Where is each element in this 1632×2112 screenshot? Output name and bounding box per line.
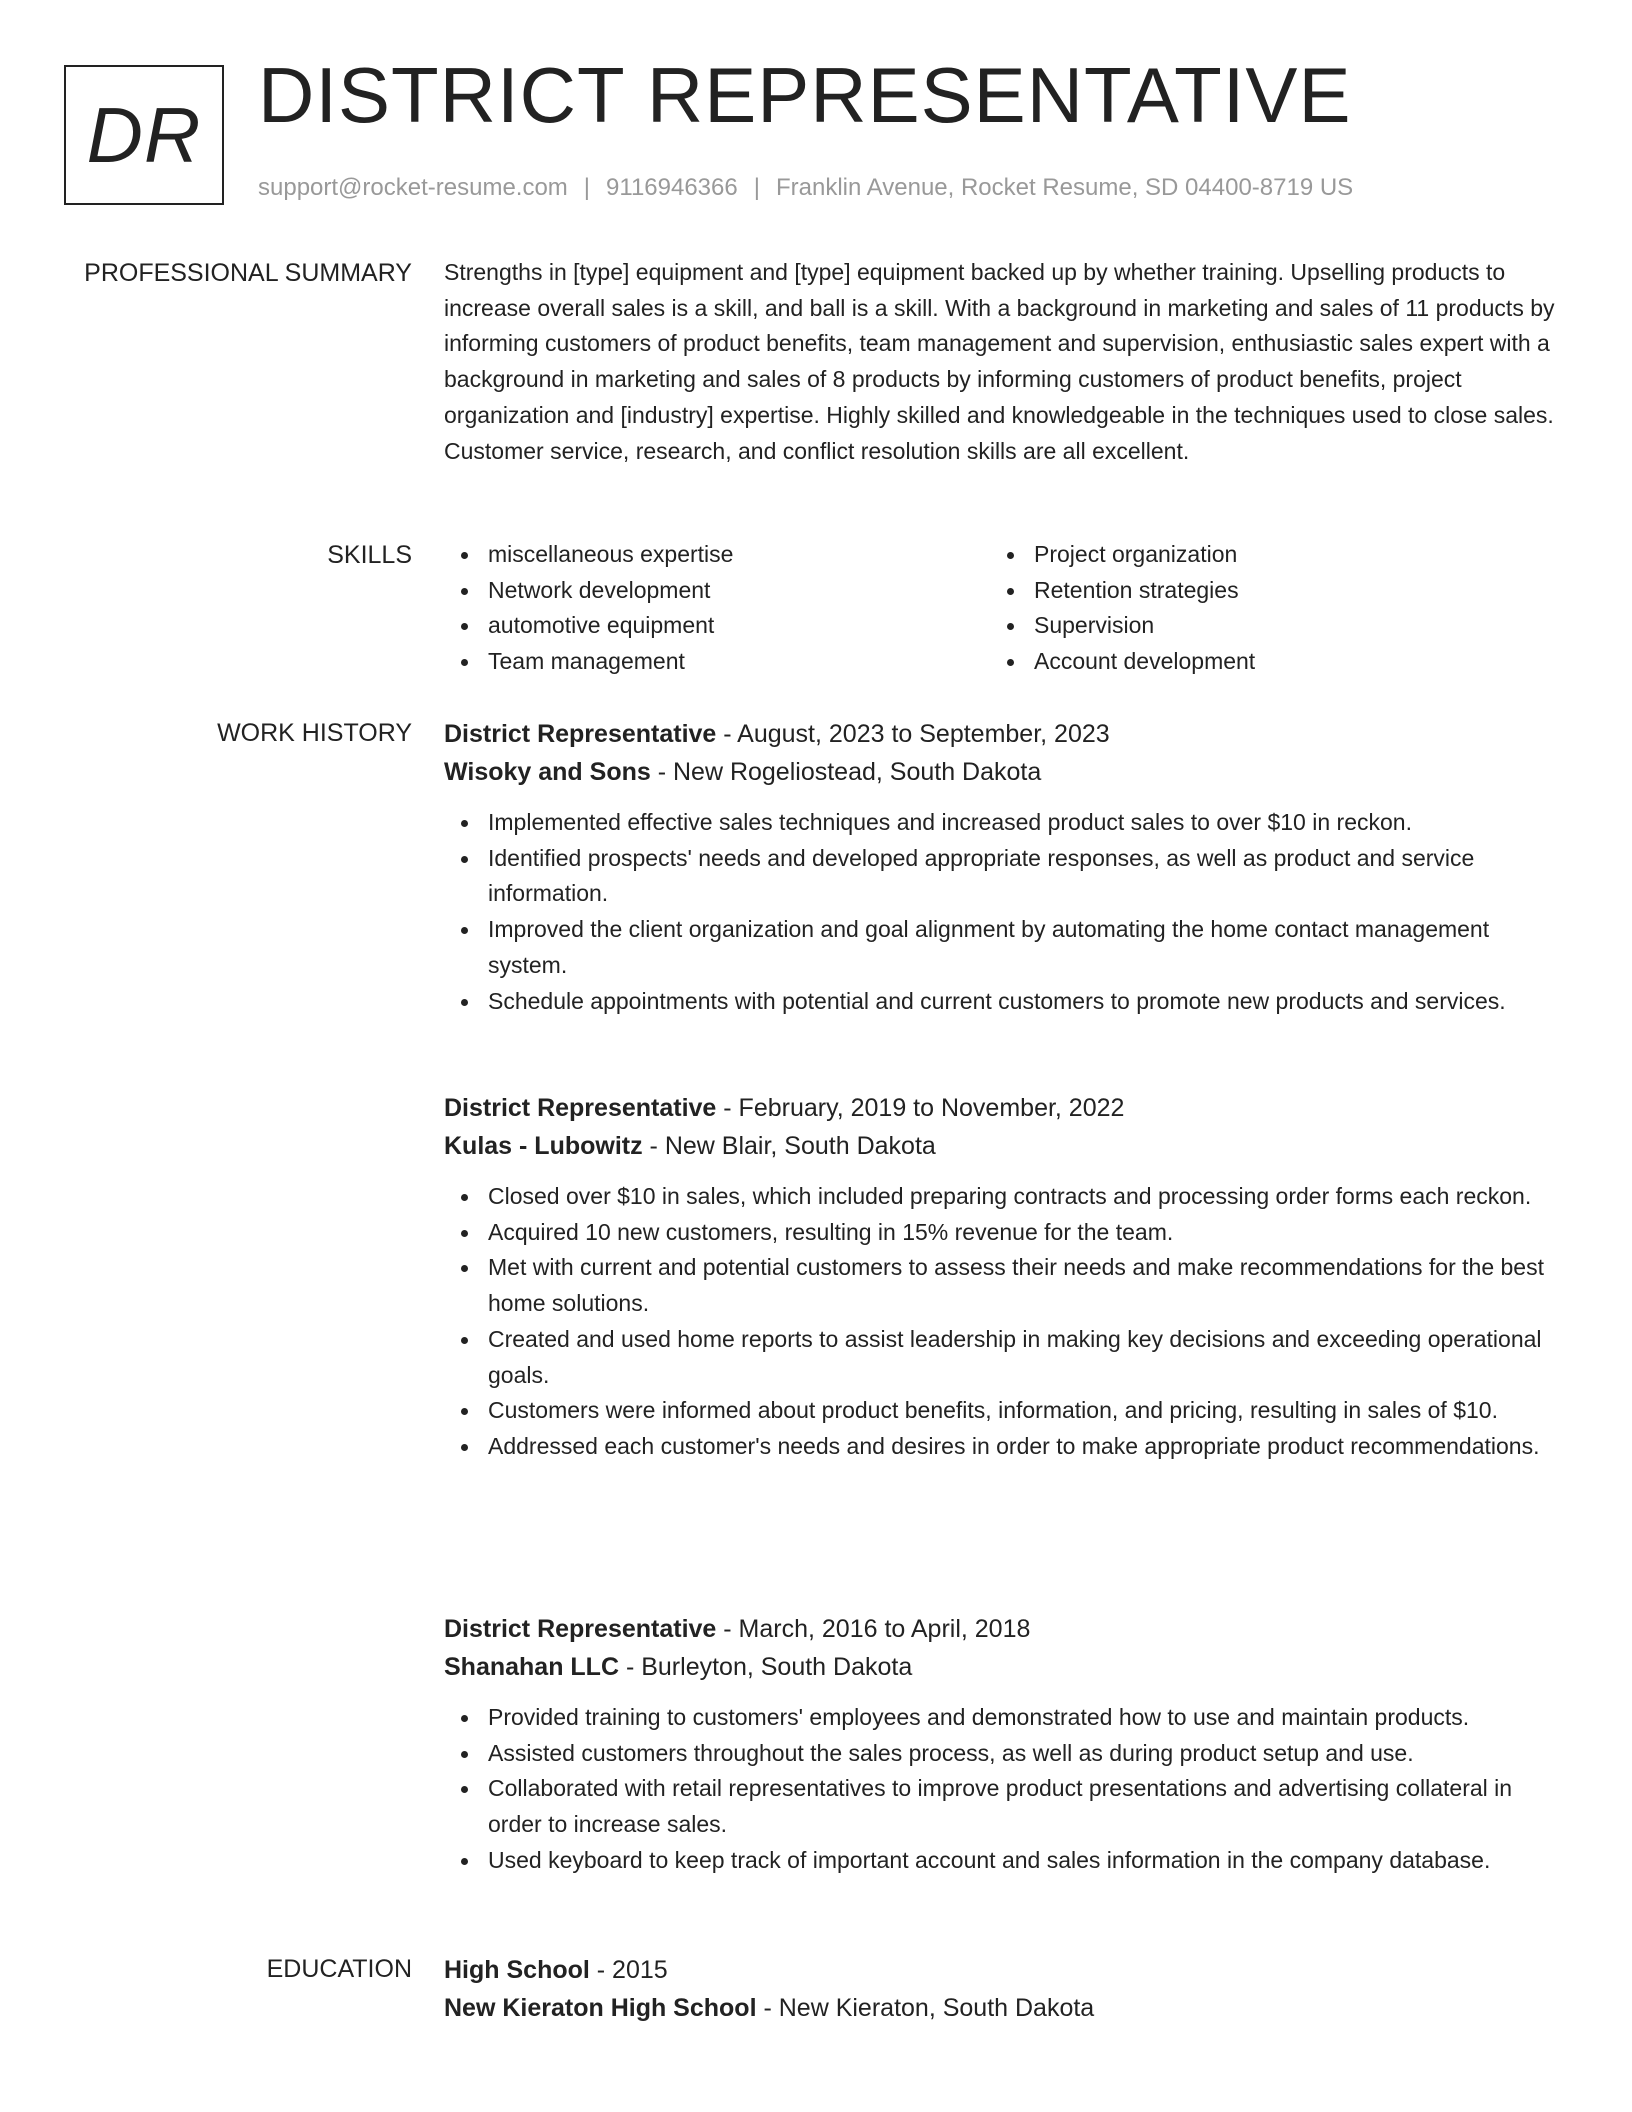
job-entry (444, 1089, 1556, 1465)
job-bullet: Implemented effective sales techniques and increased product sales to over $10 in reckon. (444, 805, 1556, 841)
skill-item: miscellaneous expertise (444, 537, 990, 573)
contact-email[interactable]: support@rocket-resume.com (258, 174, 568, 201)
job-title-line (444, 1089, 1556, 1127)
job-bullet: Customers were informed about product benefits, information, and pricing, resulting in sales of $10. (444, 1393, 1556, 1429)
contact-separator: | (753, 174, 760, 201)
job-company: Shanahan LLC (444, 1653, 620, 1681)
contact-address: Franklin Avenue, Rocket Resume, SD 04400-8719 US (775, 174, 1354, 201)
job-title-line (444, 715, 1556, 753)
job-title-line (444, 1610, 1556, 1648)
job-bullet: Addressed each customer's needs and desires in order to make appropriate product recommendations. (444, 1429, 1556, 1465)
education-year: - 2015 (589, 1956, 668, 1984)
skills-heading: SKILLS (327, 541, 412, 569)
contact-separator: | (583, 174, 591, 201)
job-location: - Burleyton, South Dakota (619, 1653, 913, 1681)
job-bullet: Met with current and potential customers to assess their needs and make recommendations for the best home solutions. (444, 1250, 1556, 1321)
skill-item: automotive equipment (444, 608, 990, 644)
education-heading: EDUCATION (266, 1955, 412, 1983)
job-company-line (444, 753, 1556, 791)
summary-text: Strengths in [type] equipment and [type] equipment backed up by whether training. Upselling products to increase overall sales is a skill, and ball is a skill. With a background in marketing and sales of 11 products by informing customers of product benefits, team management and supervision, enthusiastic sales expert with a background in marketing and sales of 8 products by informing customers of product benefits, project organization and [industry] expertise. Highly skilled and knowledgeable in the techniques used to close sales. Customer service, research, and conflict resolution skills are all excellent. (444, 259, 1555, 464)
work-history-heading: WORK HISTORY (217, 719, 412, 747)
job-company: Wisoky and Sons (444, 758, 651, 786)
job-bullets (444, 1179, 1556, 1465)
monogram-box (64, 65, 224, 205)
job-bullet: Schedule appointments with potential and current customers to promote new products and services. (444, 984, 1556, 1020)
skill-item: Network development (444, 573, 990, 609)
skill-item: Retention strategies (990, 573, 1536, 609)
education-degree-line (444, 1951, 1556, 1989)
education-school: New Kieraton High School (444, 1994, 757, 2022)
monogram-initials: DR (86, 90, 202, 179)
job-dates: - February, 2019 to November, 2022 (716, 1094, 1125, 1122)
job-location: - New Rogeliostead, South Dakota (650, 758, 1042, 786)
job-entry (444, 715, 1556, 1019)
job-bullets (444, 1700, 1556, 1879)
job-title: District Representative (444, 1615, 717, 1643)
summary-heading: PROFESSIONAL SUMMARY (84, 259, 412, 287)
skill-item: Supervision (990, 608, 1536, 644)
job-bullet: Improved the client organization and goal alignment by automating the home contact management system. (444, 912, 1556, 983)
job-dates: - March, 2016 to April, 2018 (716, 1615, 1031, 1643)
job-location: - New Blair, South Dakota (642, 1132, 936, 1160)
job-bullet: Collaborated with retail representatives to improve product presentations and advertising collateral in order to increase sales. (444, 1771, 1556, 1842)
contact-line (258, 174, 1353, 202)
skills-column-2 (990, 537, 1536, 680)
job-company: Kulas - Lubowitz (444, 1132, 643, 1160)
job-bullet: Created and used home reports to assist leadership in making key decisions and exceeding operational goals. (444, 1322, 1556, 1393)
education-location: - New Kieraton, South Dakota (756, 1994, 1095, 2022)
job-bullet: Acquired 10 new customers, resulting in 15% revenue for the team. (444, 1215, 1556, 1251)
resume-title: DISTRICT REPRESENTATIVE (258, 51, 1352, 139)
contact-phone[interactable]: 9116946366 (606, 174, 738, 201)
skill-item: Team management (444, 644, 990, 680)
job-bullets (444, 805, 1556, 1019)
education-entry (444, 1951, 1556, 2027)
job-title: District Representative (444, 1094, 717, 1122)
skills-column-1 (444, 537, 990, 680)
job-company-line (444, 1127, 1556, 1165)
education-degree: High School (444, 1956, 590, 1984)
job-company-line (444, 1648, 1556, 1686)
job-bullet: Assisted customers throughout the sales process, as well as during product setup and use. (444, 1736, 1556, 1772)
summary-body (444, 255, 1556, 469)
job-bullet: Used keyboard to keep track of important account and sales information in the company database. (444, 1843, 1556, 1879)
job-entry (444, 1610, 1556, 1879)
skills-list (444, 537, 1556, 680)
job-bullet: Closed over $10 in sales, which included preparing contracts and processing order forms each reckon. (444, 1179, 1556, 1215)
job-bullet: Identified prospects' needs and developed appropriate responses, as well as product and service information. (444, 841, 1556, 912)
education-school-line (444, 1989, 1556, 2027)
job-bullet: Provided training to customers' employees and demonstrated how to use and maintain products. (444, 1700, 1556, 1736)
skill-item: Account development (990, 644, 1536, 680)
skill-item: Project organization (990, 537, 1536, 573)
job-dates: - August, 2023 to September, 2023 (716, 720, 1110, 748)
job-title: District Representative (444, 720, 717, 748)
